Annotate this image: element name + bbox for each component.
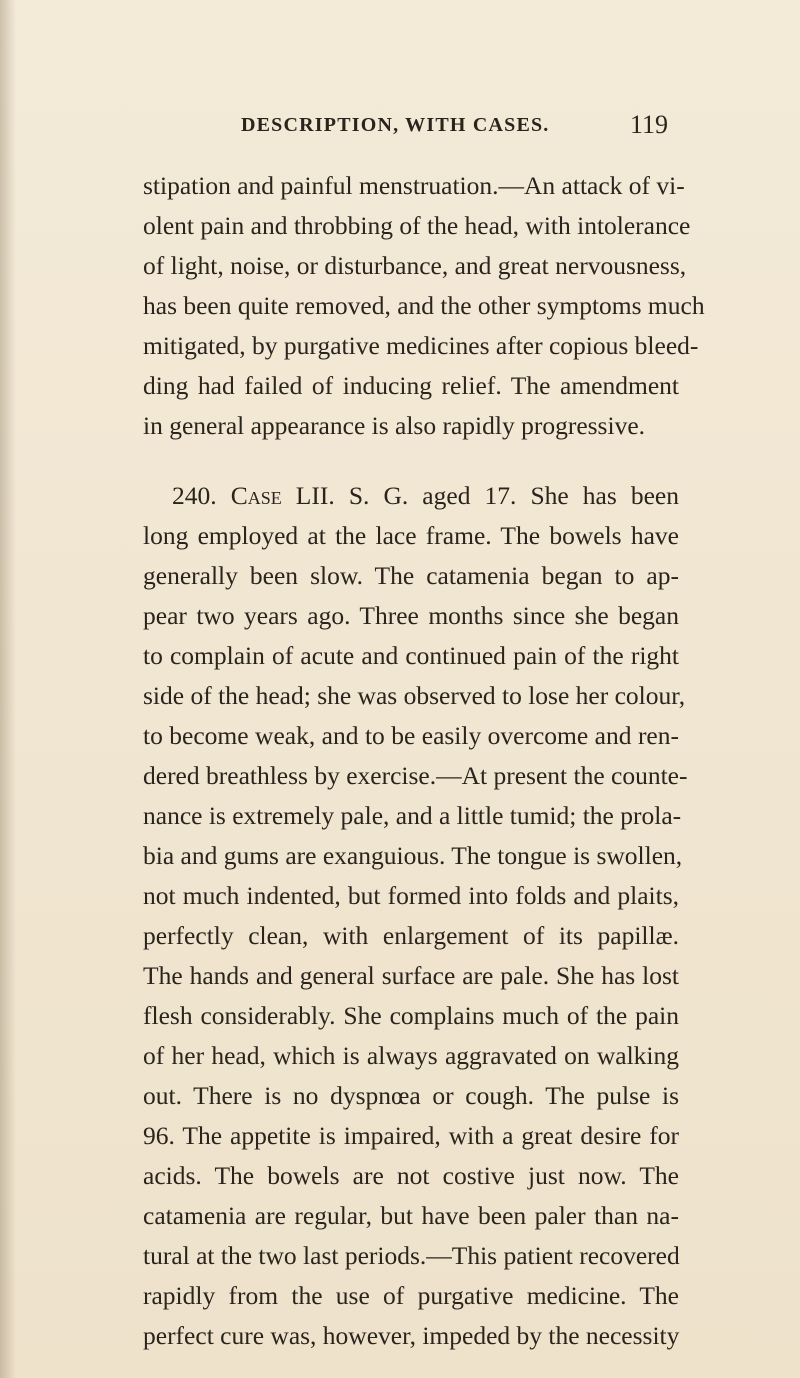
- text-line: perfect cure was, however, impeded by the necessity: [143, 1321, 680, 1350]
- text-line: olent pain and throbbing of the head, with intolerance: [143, 211, 691, 240]
- text-line: bia and gums are exanguious. The tongue is swollen,: [143, 841, 683, 870]
- text-line: not much indented, but formed into folds and plaits,: [143, 881, 679, 910]
- running-head: DESCRIPTION, WITH CASES.: [241, 114, 550, 136]
- text-line: of light, noise, or disturbance, and great nervousness,: [143, 251, 687, 280]
- page-number: 119: [630, 110, 669, 139]
- text-line: perfectly clean, with enlargement of its papillæ.: [143, 921, 679, 950]
- text-line: flesh considerably. She complains much of the pain: [143, 1001, 679, 1030]
- text-line: tural at the two last periods.—This patient recovered: [143, 1241, 680, 1270]
- case-number: 240.: [172, 481, 217, 510]
- text-line: ding had failed of inducing relief. The amendment: [143, 371, 679, 400]
- case-heading-line: [172, 476, 679, 516]
- text-line: long employed at the lace frame. The bowels have: [143, 521, 679, 550]
- case-label: Case LII.: [230, 481, 335, 510]
- text-line: has been quite removed, and the other symptoms much: [143, 291, 705, 320]
- text-line: The hands and general surface are pale. She has lost: [143, 961, 679, 990]
- text-line: of her head, which is always aggravated on walking: [143, 1041, 679, 1070]
- text-line: to become weak, and to be easily overcome and ren-: [143, 721, 679, 750]
- text-line: in general appearance is also rapidly progressive.: [143, 411, 646, 440]
- text-line: catamenia are regular, but have been paler than na-: [143, 1201, 679, 1230]
- text-line: to complain of acute and continued pain of the right: [143, 641, 679, 670]
- text-line: out. There is no dyspnœa or cough. The pulse is: [143, 1081, 679, 1110]
- text-line: generally been slow. The catamenia began to ap-: [143, 561, 679, 590]
- text-line: pear two years ago. Three months since she began: [143, 601, 679, 630]
- text-line: stipation and painful menstruation.—An attack of vi-: [143, 171, 685, 200]
- text-line: mitigated, by purgative medicines after copious bleed-: [143, 331, 699, 360]
- text-line: nance is extremely pale, and a little tumid; the prola-: [143, 801, 682, 830]
- case-intro: S. G. aged 17. She has been: [348, 481, 679, 510]
- text-line: side of the head; she was observed to lose her colour,: [143, 681, 686, 710]
- text-line: rapidly from the use of purgative medicine. The: [143, 1281, 679, 1310]
- text-line: acids. The bowels are not costive just now. The: [143, 1161, 679, 1190]
- text-line: 96. The appetite is impaired, with a great desire for: [143, 1121, 679, 1150]
- text-line: dered breathless by exercise.—At present the counte-: [143, 761, 688, 790]
